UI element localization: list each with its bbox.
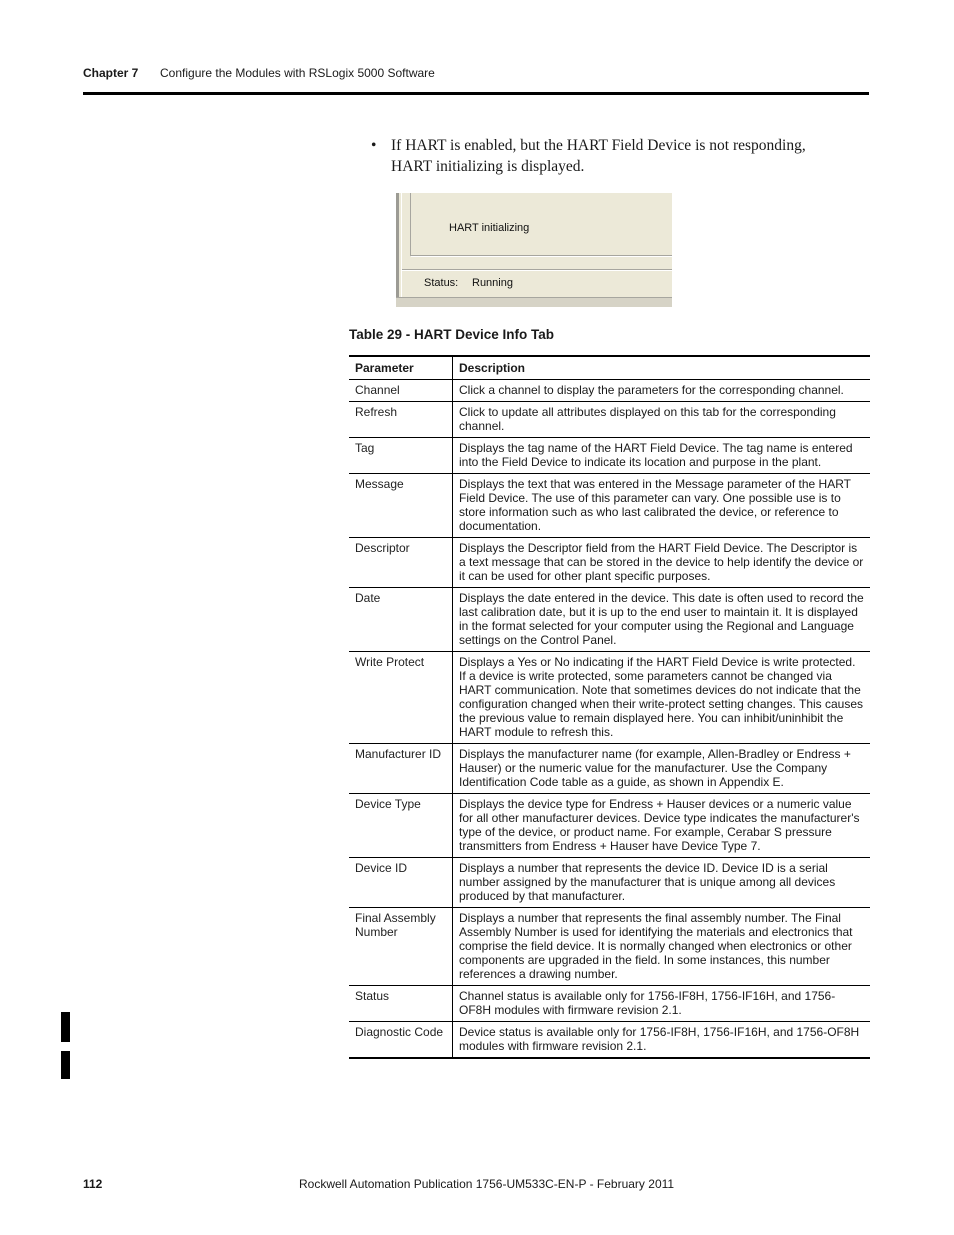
header-description: Description [453, 356, 871, 380]
hart-device-info-table [349, 355, 870, 1059]
publication-info: Rockwell Automation Publication 1756-UM533C-EN-P - February 2011 [299, 1177, 675, 1191]
row-description: Displays the Descriptor field from the HART Field Device. The Descriptor is a text message that can be stored in the device to help identify the device or it can be used for other plant specific purposes. [453, 538, 871, 588]
row-description: Displays a number that represents the device ID. Device ID is a serial number assigned by the manufacturer that is unique among all devices produced by that manufacturer. [453, 858, 871, 908]
table-row [349, 652, 870, 744]
row-parameter: Channel [349, 380, 453, 402]
table-row [349, 538, 870, 588]
row-parameter: Status [349, 986, 453, 1022]
row-parameter: Diagnostic Code [349, 1022, 453, 1059]
table-row [349, 588, 870, 652]
row-parameter: Message [349, 474, 453, 538]
change-bar [61, 1051, 70, 1079]
table-row [349, 908, 870, 986]
table-header-row [349, 356, 870, 380]
row-description: Click a channel to display the parameters for the corresponding channel. [453, 380, 871, 402]
table-row [349, 744, 870, 794]
row-description: Displays a Yes or No indicating if the HART Field Device is write protected. If a device is write protected, some parameters cannot be changed via HART communication. Note that sometimes devices do not indicate that the configuration changed when their write-protect setting changes. This causes the previous value to remain displayed here. You can inhibit/uninhibit the HART module to refresh this. [453, 652, 871, 744]
row-parameter: Descriptor [349, 538, 453, 588]
row-description: Displays the device type for Endress + Hauser devices or a numeric value for all other manufacturer devices. Device type indicates the manufacturer's type of the device, or product name. For example, Cerabar S pressure transmitters from Endress + Hauser have Device Type 7. [453, 794, 871, 858]
table-caption: Table 29 - HART Device Info Tab [349, 327, 555, 342]
row-parameter: Manufacturer ID [349, 744, 453, 794]
table-row [349, 794, 870, 858]
hart-status-screenshot [396, 193, 672, 307]
bullet-icon: • [371, 137, 377, 154]
row-description: Channel status is available only for 1756-IF8H, 1756-IF16H, and 1756-OF8H modules with firmware revision 2.1. [453, 986, 871, 1022]
table-row [349, 986, 870, 1022]
row-parameter: Refresh [349, 402, 453, 438]
bullet-text: If HART is enabled, but the HART Field Device is not responding, HART initializing is displayed. [391, 137, 806, 175]
table-row [349, 1022, 870, 1059]
header-parameter: Parameter [349, 356, 453, 380]
row-parameter: Device Type [349, 794, 453, 858]
row-description: Displays the text that was entered in the Message parameter of the HART Field Device. The use of this parameter can vary. One possible use is to store information such as who last calibrated the device, or reference to documentation. [453, 474, 871, 538]
page-header [83, 66, 869, 95]
row-parameter: Final Assembly Number [349, 908, 453, 986]
row-description: Displays the tag name of the HART Field Device. The tag name is entered into the Field Device to indicate its location and purpose in the plant. [453, 438, 871, 474]
row-parameter: Date [349, 588, 453, 652]
screenshot-divider-highlight [402, 270, 672, 271]
row-parameter: Write Protect [349, 652, 453, 744]
table-row [349, 380, 870, 402]
chapter-title: Configure the Modules with RSLogix 5000 Software [160, 66, 435, 80]
row-description: Device status is available only for 1756-IF8H, 1756-IF16H, and 1756-OF8H modules with firmware revision 2.1. [453, 1022, 871, 1059]
row-description: Displays a number that represents the final assembly number. The Final Assembly Number is used for identifying the materials and electronics that comprise the field device. It is normally changed when electronics or other components are upgraded in the field. In some instances, this number references a drawing number. [453, 908, 871, 986]
hart-initializing-message: HART initializing [449, 222, 530, 234]
table-row [349, 858, 870, 908]
screenshot-edge [396, 193, 399, 297]
table-row [349, 474, 870, 538]
chapter-label: Chapter 7 [83, 66, 139, 80]
table-row [349, 402, 870, 438]
row-description: Click to update all attributes displayed on this tab for the corresponding channel. [453, 402, 871, 438]
row-parameter: Device ID [349, 858, 453, 908]
page-number: 112 [83, 1177, 103, 1191]
status-value: Running [472, 277, 513, 289]
screenshot-bottom-bar [396, 297, 672, 307]
status-label: Status: [424, 277, 459, 289]
row-parameter: Tag [349, 438, 453, 474]
row-description: Displays the date entered in the device. This date is often used to record the last calibration date, but it is up to the end user to maintain it. It is displayed in the format selected for your computer using the Regional and Language settings on the Control Panel. [453, 588, 871, 652]
table-row [349, 438, 870, 474]
screenshot-edge-highlight [401, 193, 402, 297]
row-description: Displays the manufacturer name (for example, Allen-Bradley or Endress + Hauser) or the numeric value for the manufacturer. Use the Company Identification Code table as a guide, as shown in Appendix E. [453, 744, 871, 794]
change-bar [61, 1012, 70, 1042]
